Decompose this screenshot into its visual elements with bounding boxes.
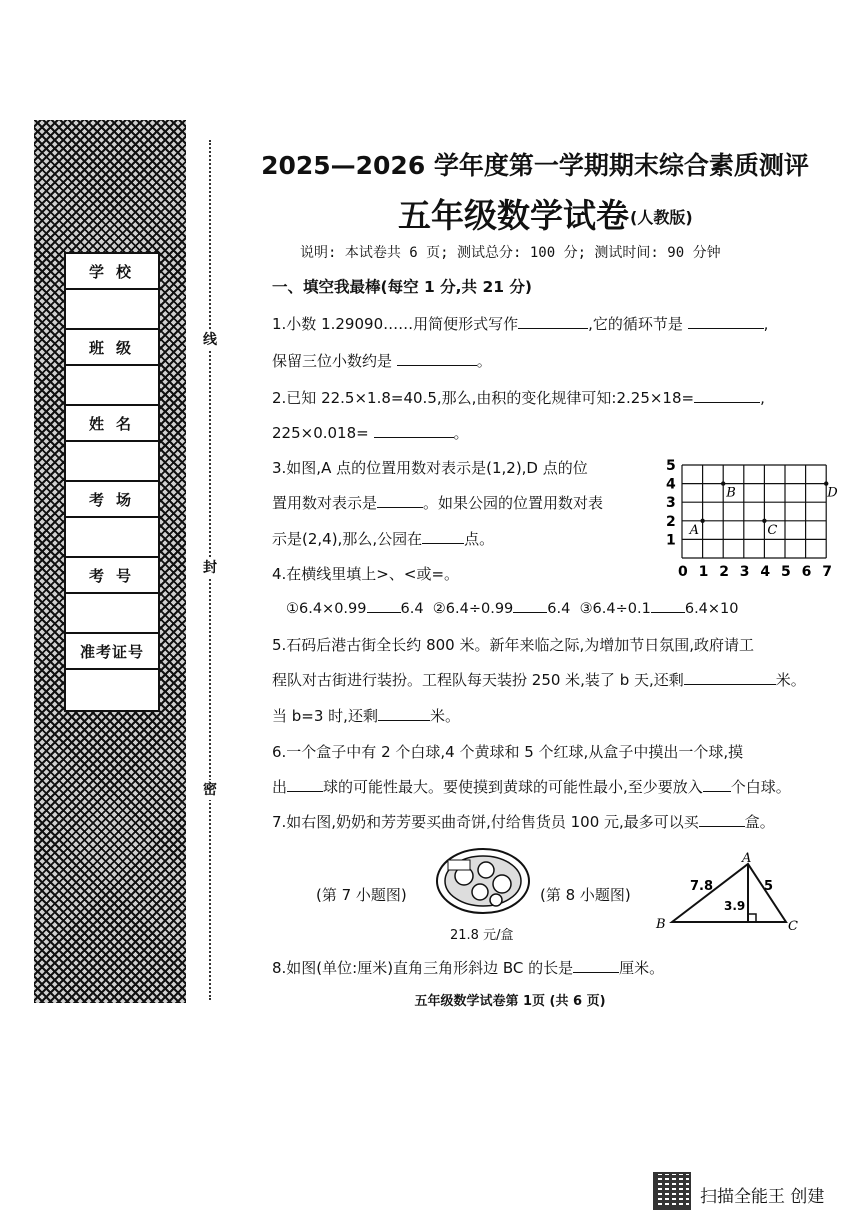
coordinate-grid-figure <box>660 450 840 582</box>
grid-point <box>721 481 725 485</box>
question-text: 置用数对表示是 <box>272 494 378 512</box>
question-text: 米。 <box>775 671 806 689</box>
question-text: 保留三位小数约是 <box>272 352 393 370</box>
answer-blank[interactable] <box>694 388 760 403</box>
compare-item: 6.4 <box>400 601 424 617</box>
question-text: 225×0.018= <box>272 424 369 442</box>
question-8-line1 <box>272 957 664 978</box>
answer-blank[interactable] <box>703 777 731 792</box>
field-class-label: 班级 <box>66 330 158 366</box>
vertex-c-label: C <box>788 919 798 934</box>
point-label: A <box>689 522 699 538</box>
question-1-line2 <box>272 350 492 371</box>
answer-blank[interactable] <box>651 598 685 613</box>
field-ticket-label: 准考证号 <box>66 634 158 670</box>
answer-blank[interactable] <box>374 423 454 438</box>
question-text: 7.如右图,奶奶和芳芳要买曲奇饼,付给售货员 100 元,最多可以买 <box>272 813 699 831</box>
question-text: 3.如图,A 点的位置用数对表示是(1,2),D 点的位 <box>272 459 588 477</box>
question-text: ,它的循环节是 <box>588 315 683 333</box>
x-tick-label: 5 <box>781 564 791 580</box>
question-2-line1 <box>272 387 765 408</box>
answer-blank[interactable] <box>377 493 423 508</box>
question-5-line3 <box>272 705 460 726</box>
question-4-line1 <box>272 563 459 584</box>
question-text: 米。 <box>429 707 460 725</box>
answer-blank[interactable] <box>518 314 588 329</box>
cut-word-secret: 密 <box>203 782 217 798</box>
x-tick-label: 1 <box>698 564 709 580</box>
question-text: 2.已知 22.5×1.8=40.5,那么,由积的变化规律可知:2.25×18= <box>272 389 695 407</box>
student-info-table <box>64 252 160 712</box>
field-class-input[interactable] <box>66 366 158 406</box>
question-text: 程队对古街进行装扮。工程队每天装扮 250 米,装了 b 天,还剩 <box>272 671 684 689</box>
field-school-label: 学校 <box>66 254 158 290</box>
grid-point <box>762 519 766 523</box>
question-text: 出 <box>272 778 288 796</box>
field-room-label: 考场 <box>66 482 158 518</box>
figure-8-caption: (第 8 小题图) <box>540 886 631 904</box>
question-text: 盒。 <box>744 813 775 831</box>
exam-title: 2025—2026 学年度第一学期期末综合素质测评 <box>261 151 809 180</box>
qr-code-icon <box>653 1172 691 1210</box>
cookie-box-image <box>434 846 532 916</box>
cut-word-line: 线 <box>203 332 217 348</box>
question-text: 示是(2,4),那么,公园在 <box>272 530 423 548</box>
field-ticket-input[interactable] <box>66 670 158 710</box>
right-triangle-figure <box>652 850 802 934</box>
y-tick-label: 5 <box>666 458 676 474</box>
x-tick-label: 0 <box>678 564 688 580</box>
x-tick-label: 7 <box>822 564 832 580</box>
answer-blank[interactable] <box>688 314 764 329</box>
question-5-line1 <box>272 634 754 655</box>
question-4-items <box>286 598 739 617</box>
exam-instructions: 说明: 本试卷共 6 页; 测试总分: 100 分; 测试时间: 90 分钟 <box>300 245 721 261</box>
answer-blank[interactable] <box>287 777 323 792</box>
x-tick-label: 4 <box>760 564 771 580</box>
question-text: 当 b=3 时,还剩 <box>272 707 378 725</box>
grid-point <box>700 519 704 523</box>
y-tick-label: 4 <box>666 476 676 493</box>
answer-blank[interactable] <box>573 958 619 973</box>
compare-item: 6.4×10 <box>684 601 739 617</box>
question-text: , <box>763 315 769 333</box>
question-text: 个白球。 <box>730 778 791 796</box>
question-text: 8.如图(单位:厘米)直角三角形斜边 BC 的长是 <box>272 959 574 977</box>
figure-7-caption: (第 7 小题图) <box>316 886 407 904</box>
question-6-line2 <box>272 776 791 797</box>
answer-blank[interactable] <box>699 812 745 827</box>
edition-label: (人教版) <box>630 208 693 227</box>
question-text: 。如果公园的位置用数对表 <box>423 494 604 512</box>
cookie-price: 21.8 元/盒 <box>450 928 514 943</box>
compare-item: ①6.4×0.99 <box>286 601 367 617</box>
question-text: 6.一个盒子中有 2 个白球,4 个黄球和 5 个红球,从盒子中摸出一个球,摸 <box>272 743 744 761</box>
question-text: 4.在横线里填上>、<或=。 <box>272 565 460 583</box>
question-1-line1 <box>272 313 768 334</box>
question-3-line1 <box>272 457 588 478</box>
question-3-line3 <box>272 528 494 549</box>
question-7-line1 <box>272 811 775 832</box>
y-tick-label: 1 <box>666 532 676 549</box>
x-tick-label: 3 <box>739 564 750 580</box>
field-number-input[interactable] <box>66 594 158 634</box>
point-label: C <box>767 522 778 538</box>
cut-word-seal: 封 <box>203 560 217 576</box>
answer-blank[interactable] <box>422 529 464 544</box>
x-tick-label: 2 <box>719 564 729 580</box>
point-label: D <box>827 485 838 501</box>
paper-title: 五年级数学试卷 <box>398 196 629 235</box>
field-name-input[interactable] <box>66 442 158 482</box>
vertex-a-label: A <box>742 851 752 866</box>
point-label: B <box>726 485 736 501</box>
answer-blank[interactable] <box>513 598 547 613</box>
question-text: 。 <box>476 352 492 370</box>
question-3-line2 <box>272 492 603 513</box>
question-text: 球的可能性最大。要使摸到黄球的可能性最小,至少要放入 <box>323 778 703 796</box>
answer-blank[interactable] <box>367 598 401 613</box>
height-label: 3.9 <box>724 899 746 913</box>
vertex-b-label: B <box>656 917 666 932</box>
answer-blank[interactable] <box>684 670 776 685</box>
field-room-input[interactable] <box>66 518 158 558</box>
field-school-input[interactable] <box>66 290 158 330</box>
x-tick-label: 6 <box>801 564 812 580</box>
compare-item: ③6.4÷0.1 <box>579 601 651 617</box>
question-5-line2 <box>272 669 806 690</box>
field-number-label: 考号 <box>66 558 158 594</box>
question-text: 厘米。 <box>619 959 665 977</box>
compare-item: ②6.4÷0.99 <box>432 601 514 617</box>
answer-blank[interactable] <box>378 706 430 721</box>
compare-item: 6.4 <box>547 601 571 617</box>
answer-blank[interactable] <box>397 351 477 366</box>
y-tick-label: 3 <box>666 495 676 512</box>
question-text: 1.小数 1.29090……用简便形式写作 <box>272 315 519 333</box>
page-footer: 五年级数学试卷第 1页 (共 6 页) <box>414 994 606 1009</box>
scanner-watermark: 扫描全能王 创建 <box>700 1187 825 1207</box>
question-text: 点。 <box>464 530 495 548</box>
section-heading: 一、填空我最棒(每空 1 分,共 21 分) <box>272 278 532 296</box>
side-ab-label: 7.8 <box>690 879 714 894</box>
side-ac-label: 5 <box>764 879 774 894</box>
question-text: , <box>760 389 765 407</box>
field-name-label: 姓名 <box>66 406 158 442</box>
question-text: 。 <box>453 424 469 442</box>
question-text: 5.石码后港古街全长约 800 米。新年来临之际,为增加节日氛围,政府请工 <box>272 636 755 654</box>
y-tick-label: 2 <box>666 513 676 530</box>
question-6-line1 <box>272 741 743 762</box>
question-2-line2 <box>272 422 469 443</box>
